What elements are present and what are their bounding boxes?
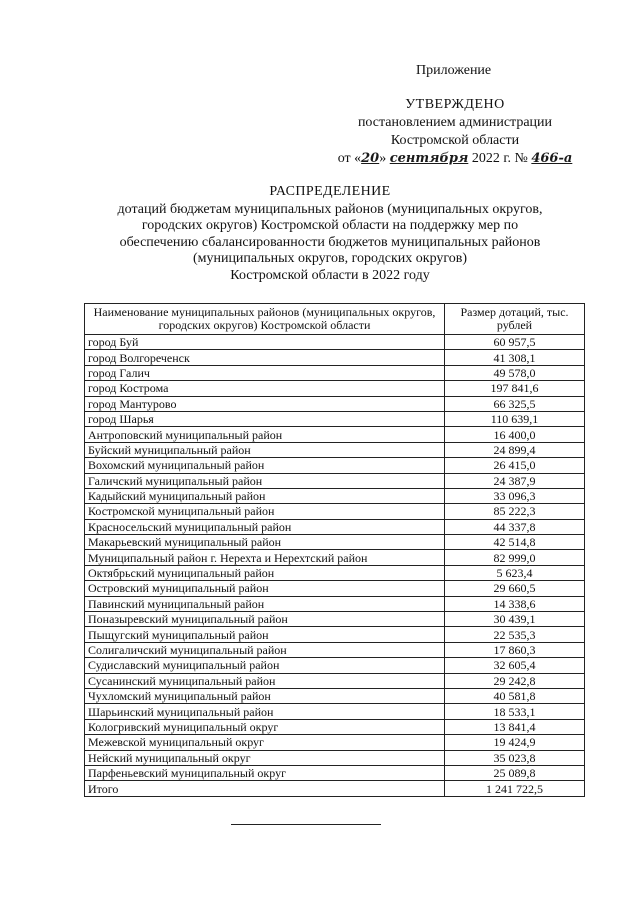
table-row: [85, 473, 585, 488]
subsidy-amount-cell: 29 660,5: [445, 581, 585, 596]
subsidy-amount-cell: 5 623,4: [445, 565, 585, 580]
table-row: [85, 612, 585, 627]
district-name-cell: Муниципальный район г. Нерехта и Нерехтский район: [85, 550, 445, 565]
table-row: [85, 765, 585, 780]
subsidy-amount-cell: 17 860,3: [445, 642, 585, 657]
table-row: [85, 350, 585, 365]
title-line: городских округов) Костромской области на поддержку мер по: [141, 218, 519, 233]
subsidy-amount-cell: 85 222,3: [445, 504, 585, 519]
district-name-cell: Антроповский муниципальный район: [85, 427, 445, 442]
district-name-cell: Шарьинский муниципальный район: [85, 704, 445, 719]
district-name-cell: Поназыревский муниципальный район: [85, 612, 445, 627]
district-name-cell: Кадыйский муниципальный район: [85, 488, 445, 503]
table-row: [85, 719, 585, 734]
column-header-name: Наименование муниципальных районов (муниципальных округов, городских округов) Костромской области: [85, 304, 445, 335]
district-name-cell: Солигаличский муниципальный район: [85, 642, 445, 657]
approval-line-1: постановлением администрации: [357, 115, 553, 130]
district-name-cell: Костромской муниципальный район: [85, 504, 445, 519]
table-row: [85, 335, 585, 350]
subsidy-amount-cell: 41 308,1: [445, 350, 585, 365]
district-name-cell: Макарьевский муниципальный район: [85, 535, 445, 550]
subsidy-amount-cell: 42 514,8: [445, 535, 585, 550]
title-line: обеспечению сбалансированности бюджетов муниципальных районов: [119, 234, 541, 250]
date-mid: »: [379, 151, 390, 166]
appendix-label: Приложение: [416, 63, 492, 78]
table-row: [85, 427, 585, 442]
date-year: 2022 г. №: [471, 151, 528, 166]
total-label: Итого: [85, 781, 445, 796]
subsidy-amount-cell: 19 424,9: [445, 735, 585, 750]
table-body: [85, 335, 585, 781]
approval-line-2: Костромской области: [390, 133, 520, 148]
district-name-cell: Сусанинский муниципальный район: [85, 673, 445, 688]
document-number-handwritten: 466-а: [531, 151, 573, 166]
district-name-cell: город Галич: [85, 365, 445, 380]
subsidy-amount-cell: 24 899,4: [445, 442, 585, 457]
table-row: [85, 688, 585, 703]
subsidy-amount-cell: 30 439,1: [445, 612, 585, 627]
district-name-cell: город Мантурово: [85, 396, 445, 411]
district-name-cell: город Шарья: [85, 411, 445, 426]
district-name-cell: Судиславский муниципальный район: [85, 658, 445, 673]
subsidy-amount-cell: 26 415,0: [445, 458, 585, 473]
table-row: [85, 735, 585, 750]
table-row: [85, 642, 585, 657]
district-name-cell: Парфеньевский муниципальный округ: [85, 765, 445, 780]
subsidy-amount-cell: 60 957,5: [445, 335, 585, 350]
table-row: [85, 565, 585, 580]
table-row: [85, 704, 585, 719]
subsidy-amount-cell: 25 089,8: [445, 765, 585, 780]
district-name-cell: Октябрьский муниципальный район: [85, 565, 445, 580]
total-value: 1 241 722,5: [445, 781, 585, 796]
table-total-row: [85, 781, 585, 796]
district-name-cell: Чухломский муниципальный район: [85, 688, 445, 703]
table-row: [85, 396, 585, 411]
district-name-cell: город Волгореченск: [85, 350, 445, 365]
table-row: [85, 535, 585, 550]
column-header-amount: Размер дотаций, тыс. рублей: [445, 304, 585, 335]
subsidy-amount-cell: 82 999,0: [445, 550, 585, 565]
district-name-cell: Пыщугский муниципальный район: [85, 627, 445, 642]
approval-date-line: [330, 150, 580, 168]
table-row: [85, 488, 585, 503]
document-title: [60, 184, 600, 284]
district-name-cell: Кологривский муниципальный округ: [85, 719, 445, 734]
subsidy-amount-cell: 35 023,8: [445, 750, 585, 765]
district-name-cell: Павинский муниципальный район: [85, 596, 445, 611]
district-name-cell: Вохомский муниципальный район: [85, 458, 445, 473]
district-name-cell: Галичский муниципальный район: [85, 473, 445, 488]
table-row: [85, 411, 585, 426]
title-line: (муниципальных округов, городских округов): [192, 251, 468, 266]
table-row: [85, 581, 585, 596]
table-row: [85, 673, 585, 688]
title-line: Костромской области в 2022 году: [230, 267, 430, 283]
table-row: [85, 504, 585, 519]
distribution-table: [84, 303, 585, 797]
approval-block: [330, 96, 580, 168]
table-row: [85, 365, 585, 380]
district-name-cell: Нейский муниципальный округ: [85, 750, 445, 765]
district-name-cell: Буйский муниципальный район: [85, 442, 445, 457]
subsidy-amount-cell: 16 400,0: [445, 427, 585, 442]
subsidy-amount-cell: 110 639,1: [445, 411, 585, 426]
subsidy-amount-cell: 29 242,8: [445, 673, 585, 688]
subsidy-amount-cell: 18 533,1: [445, 704, 585, 719]
district-name-cell: Межевской муниципальный округ: [85, 735, 445, 750]
table-header-row: [85, 304, 585, 335]
district-name-cell: Островский муниципальный район: [85, 581, 445, 596]
table-row: [85, 627, 585, 642]
table-row: [85, 750, 585, 765]
subsidy-amount-cell: 44 337,8: [445, 519, 585, 534]
date-month-handwritten: сентября: [389, 151, 469, 166]
table-row: [85, 381, 585, 396]
district-name-cell: город Буй: [85, 335, 445, 350]
subsidy-amount-cell: 49 578,0: [445, 365, 585, 380]
subsidy-amount-cell: 24 387,9: [445, 473, 585, 488]
subsidy-amount-cell: 13 841,4: [445, 719, 585, 734]
subsidy-amount-cell: 14 338,6: [445, 596, 585, 611]
district-name-cell: город Кострома: [85, 381, 445, 396]
subsidy-amount-cell: 32 605,4: [445, 658, 585, 673]
date-prefix: от «: [337, 151, 362, 166]
table-row: [85, 550, 585, 565]
approved-word: УТВЕРЖДЕНО: [405, 97, 505, 112]
title-line: дотаций бюджетам муниципальных районов (муниципальных округов,: [117, 201, 543, 217]
footer-rule: [231, 824, 381, 825]
table-row: [85, 519, 585, 534]
subsidy-amount-cell: 33 096,3: [445, 488, 585, 503]
subsidy-amount-cell: 40 581,8: [445, 688, 585, 703]
table-row: [85, 596, 585, 611]
subsidy-amount-cell: 22 535,3: [445, 627, 585, 642]
district-name-cell: Красносельский муниципальный район: [85, 519, 445, 534]
table-row: [85, 458, 585, 473]
table-row: [85, 658, 585, 673]
table-row: [85, 442, 585, 457]
subsidy-amount-cell: 197 841,6: [445, 381, 585, 396]
subsidy-amount-cell: 66 325,5: [445, 396, 585, 411]
title-heading: РАСПРЕДЕЛЕНИЕ: [269, 184, 391, 199]
date-day-handwritten: 20: [361, 151, 380, 166]
